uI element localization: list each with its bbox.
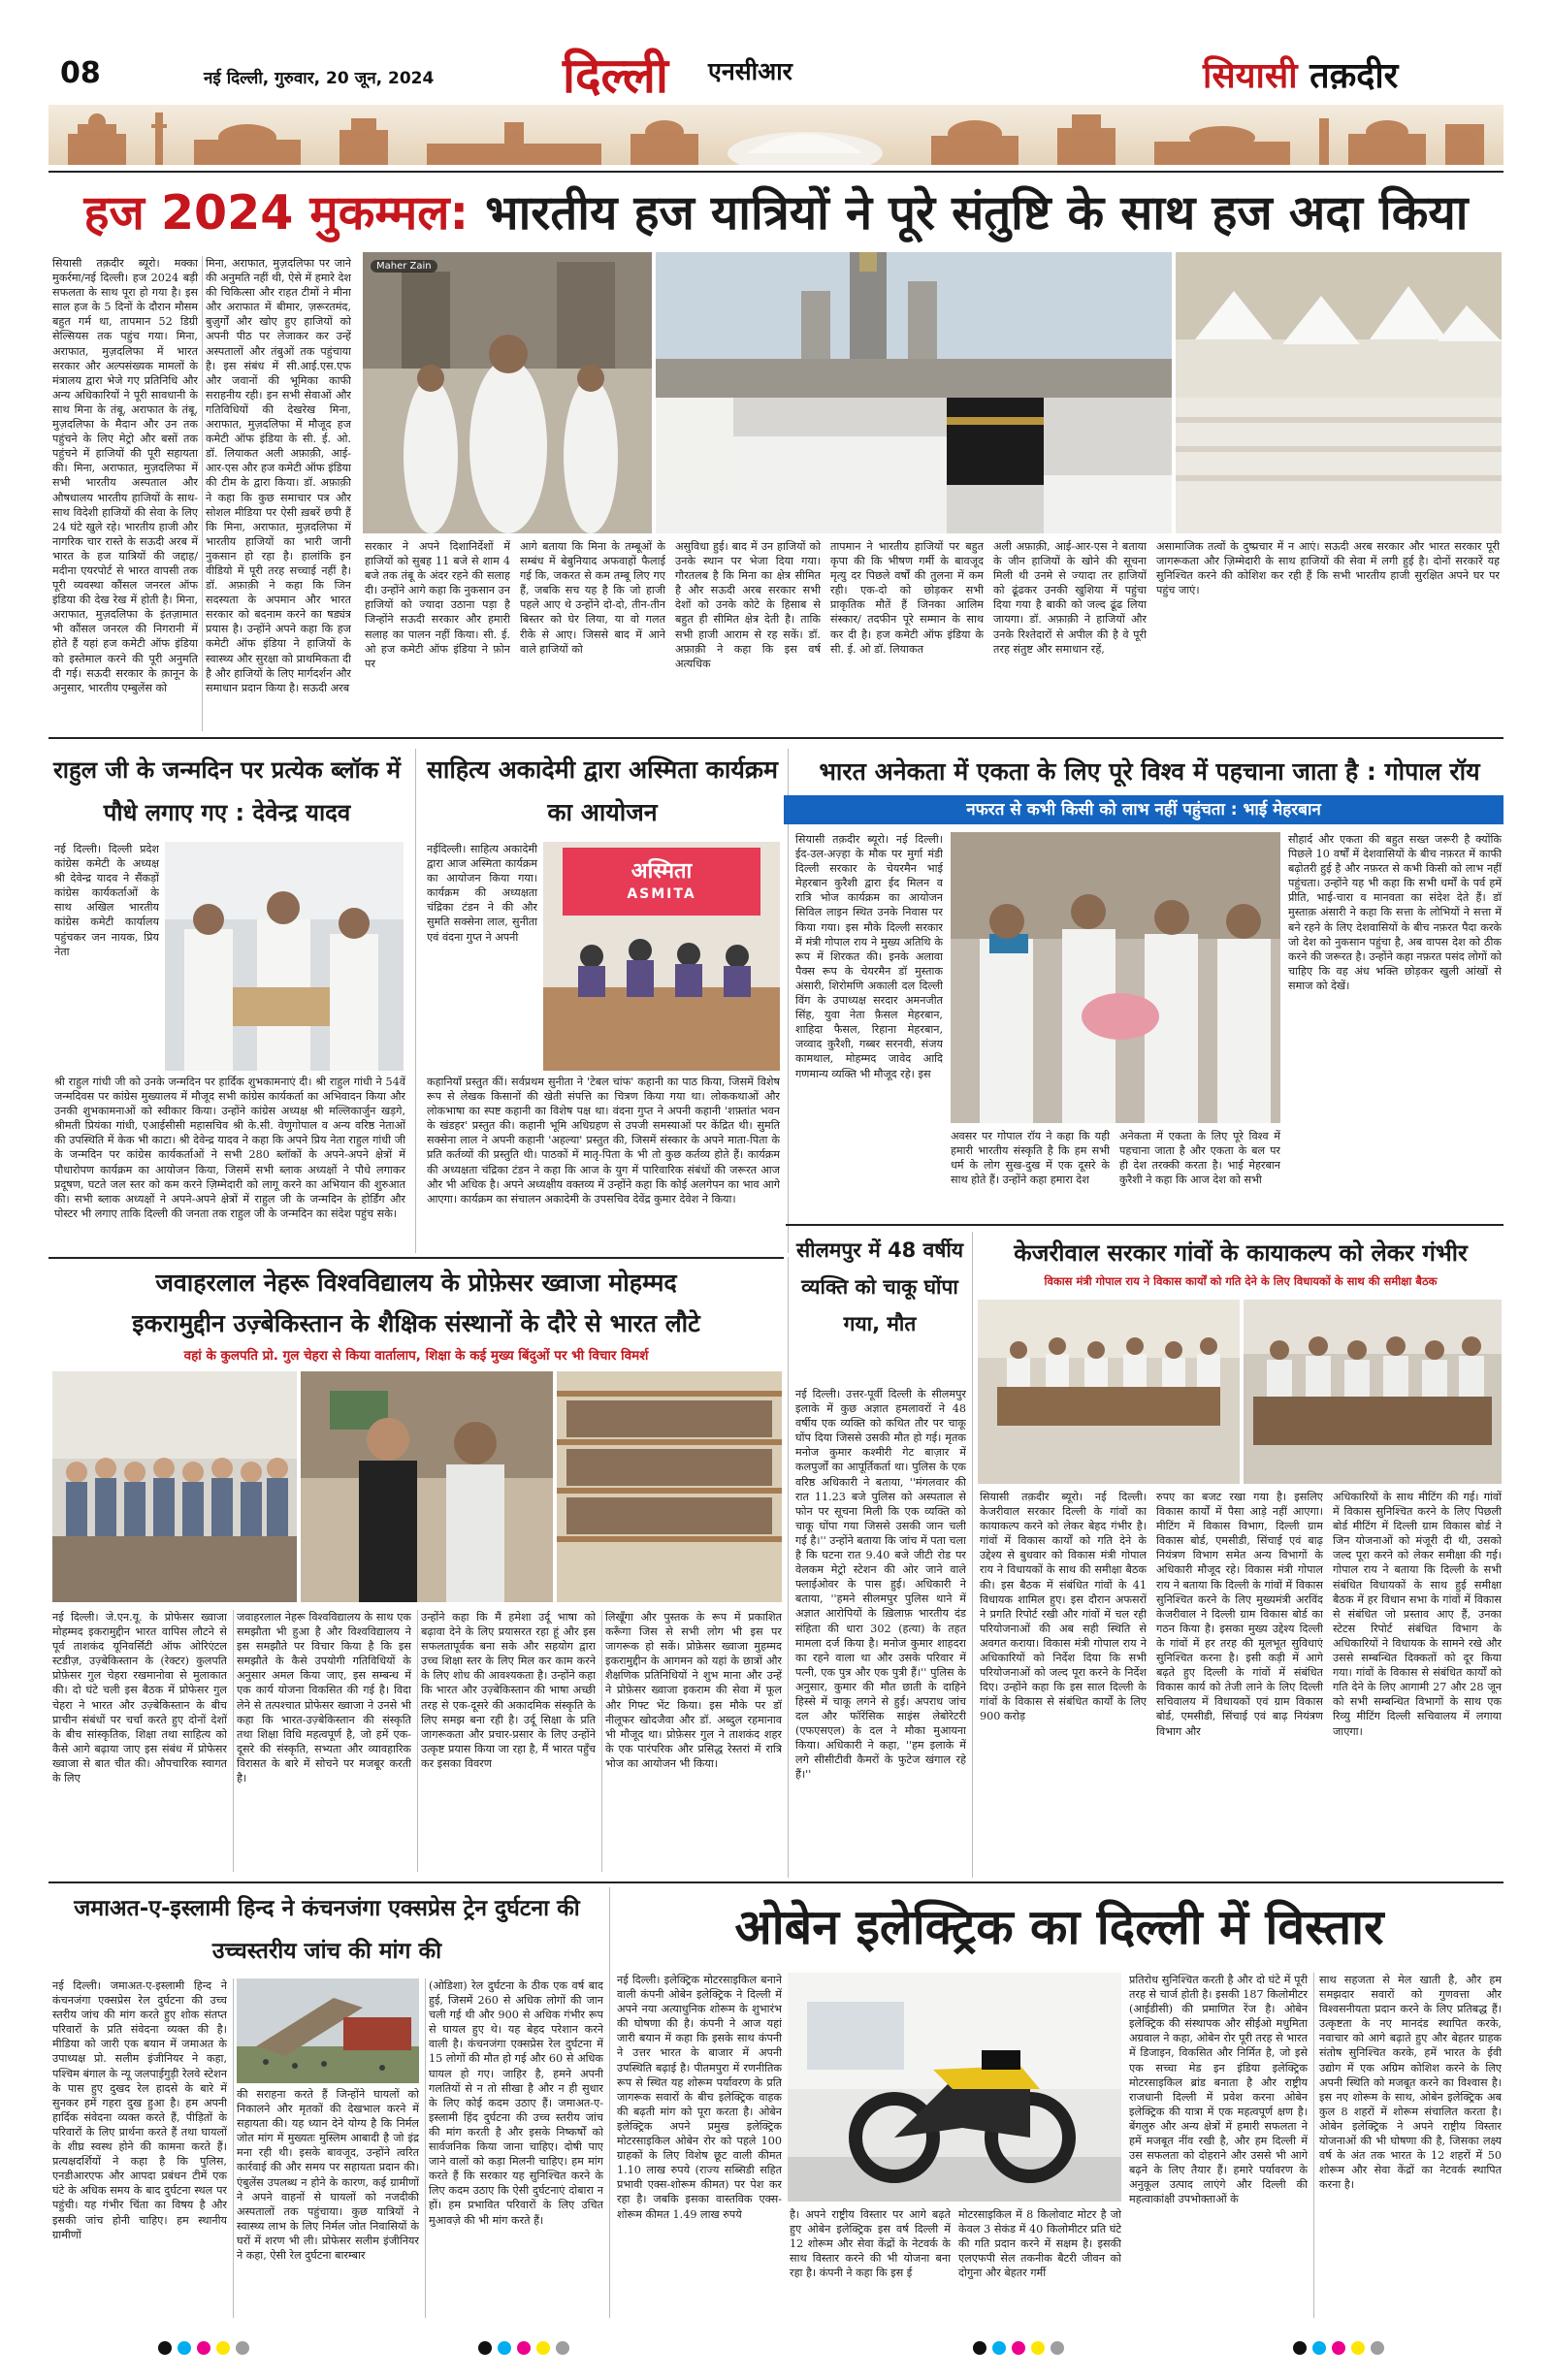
brand-suffix: एनसीआर [708, 57, 792, 85]
kejriwal-photo-meeting-1 [978, 1300, 1240, 1484]
sahitya-headline: साहित्य अकादेमी द्वारा अस्मिता कार्यक्रम का आयोजन [426, 756, 779, 826]
jnu-headline-line-2: इकरामुद्दीन उज़्बेकिस्तान के शैक्षिक संस्थानों के दौरे से भारत लौटे [132, 1309, 700, 1337]
oben-col-1: नई दिल्ली। इलेक्ट्रिक मोटरसाइकिल बनाने वाली कंपनी ओबेन इलेक्ट्रिक ने दिल्ली में अपने नया अत्याधुनिक शोरूम के शुभारंभ की घोषणा की है। कंपनी ने आज यहां जारी बयान में कहा कि इसके साथ कंपनी ने उत्तर भारत के बाजार में अपनी उपस्थिति बढ़ाई है। पीतमपुरा में रणनीतिक रूप से स्थित यह शोरूम पर्यावरण के प्रति जागरूक सवारों के बीच इलेक्ट्रिक वाहक की बढ़ती मांग को पूरा करता है। ओबेन इलेक्ट्रिक अपने प्रमुख इलेक्ट्रिक मोटरसाइकिल ओबेन रोर को पहले 100 ग्राहकों के लिए विशेष छूट वाली कीमत 1.10 लाख रुपये (राज्य सब्सिडी सहित प्रभावी एक्स-शोरूम कीमत) पर पेश कर रहा है। जबकि इसका वास्तविक एक्स-शोरूम कीमत 1.49 लाख रुपये [617, 1974, 782, 2221]
jnu-col-2: जवाहरलाल नेहरू विश्वविद्यालय के साथ एक समझौता भी हुआ है और विश्वविद्यालय ने इस समझौते पर विचार किया है कि इस समझौते के कैसे उपयोगी गतिविधियों के अनुसार अमल किया जाए, इस सम्बन्ध में एक कार्य योजना विकसित की गई है। विदा लेने से तत्पश्चात प्रोफेसर ख्वाजा ने उनसे भी कहा कि भारत-उज़्बेकिस्तान की संस्कृति तथा शिक्षा विधि महत्वपूर्ण है, जो हमें एक-दूसरे की संस्कृति, सभ्यता और व्यावहारिक विरासत के बारे में सोचने पर मजबूर करती है। [237, 1611, 411, 1785]
jamaat-col-3: (ओडिशा) रेल दुर्घटना के ठीक एक वर्ष बाद हुई, जिसमें 260 से अधिक लोगों की जान चली गई थी और 900 से अधिक गंभीर रूप से घायल हुए थे। यह बेहद परेशान करने वाली है। कंचनजंगा एक्सप्रेस रेल दुर्घटना में 15 लोगों की मौत हो गई और 60 से अधिक घायल हो गए। जाहिर है, हमने अपनी गलतियों से न तो सीखा है और न ही सुधार के लिए कोई कदम उठाए हैं। जमाअत-ए-इस्लामी हिंद दुर्घटना की उच्च स्तरीय जांच की मांग करती है और इसके निष्कर्षों को सार्वजनिक किया जाना चाहिए। दोषी पाए जाने वालों को कड़ा मिलनी चाहिए। हम मांग करते हैं कि सरकार यह सुनिश्चित करने के लिए कदम उठाए कि ऐसी दुर्घटनाएं दोबारा न हों। हम प्रभावित परिवारों के लिए उचित मुआवज़े की भी मांग करते हैं। [429, 1979, 603, 2227]
brand-name: दिल्ली [563, 48, 668, 104]
hajj-headline-black: भारतीय हज यात्रियों ने पूरे संतुष्टि के साथ हज अदा किया [485, 185, 1469, 241]
jamaat-train-photo [237, 1978, 419, 2083]
asmita-banner-hindi: अस्मिता [630, 859, 693, 884]
jnu-subhead: वहां के कुलपति प्रो. गुल चेहरा से किया वार्तालाप, शिक्षा के कई मुख्य बिंदुओं पर भी विचार विमर्श [183, 1348, 649, 1364]
sahitya-body-bottom: कहानियाँ प्रस्तुत कीं। सर्वप्रथम सुनीता ने 'टेबल चांफ' कहानी का पाठ किया, जिसमें विशेष रूप से लेखक किसानों की खेती संपत्ति का चित्रण किया गया था। लोककथाओं और लोकभाषा का स्पष्ट कहानी का विशेष पक्ष था। वंदना गुप्त ने अपनी कहानी 'शफ़्तांत भवन के खंडहर' प्रस्तुत की। कहानी भूमि अधिग्रहण से उपजी समस्याओं पर केंद्रित थी। सुमति सक्सेना लाल ने अपनी कहानी 'अहल्या' प्रस्तुत की, जिसमें संस्कार के अपने माता-पिता के प्रति कर्तव्यों की प्रस्तुति थी। पाठकों में मातृ-पिता के भी तो कुछ कर्तव्य होते हैं। कार्यक्रम की अध्यक्षता चंद्रिका टंडन ने कहा कि आज के युग में पारिवारिक संबंधों की जरूरत आज और भी अधिक है। अपने अध्यक्षीय वक्तव्य में उन्होंने कहा कि कोई अलगेपन का भाव आगे आएगा। कार्यक्रम का संचालन अकादेमी के उपसचिव देवेंद्र कुमार देवेश ने किया। [427, 1076, 780, 1206]
kejriwal-col-1: सियासी तक़दीर ब्यूरो। नई दिल्ली। केजरीवाल सरकार दिल्ली के गांवों का कायाकल्प करने को लेकर बेहद गंभीर है। गांवों में विकास कार्यों को गति देने के उद्देश्य से बुधवार को विकास मंत्री गोपाल राय ने विधायकों के साथ की समीक्षा बैठक की। इस बैठक में संबंधित गांवों के 41 विधायक शामिल हुए। इस दौरान अफसरों ने प्रगति रिपोर्ट रखी और गांवों में चल रही परियोजनाओं की अब सही स्थिति से अवगत कराया। विकास मंत्री गोपाल राय ने अधिकारियों को निर्देश दिया कि सभी परियोजनाओं को जल्द पूरा करने के निर्देश दिए। उन्होंने कहा कि इस साल दिल्ली के गांवों के विकास से संबंधित कार्यों के लिए 900 करोड़ [980, 1491, 1147, 1723]
rahul-body-top: नई दिल्ली। दिल्ली प्रदेश कांग्रेस कमेटी के अध्यक्ष श्री देवेन्द्र यादव ने सैंकड़ों कांग्रेस कार्यकर्ताओं के साथ अखिल भारतीय कांग्रेस कमेटी कार्यालय पहुंचकर जन नायक, प्रिय नेता [54, 843, 159, 958]
asmita-banner-english: ASMITA [627, 886, 696, 902]
kejriwal-photo-meeting-2 [1244, 1300, 1502, 1484]
dateline: नई दिल्ली, गुरुवार, 20 जून, 2024 [204, 69, 435, 88]
jnu-headline-line-1: जवाहरलाल नेहरू विश्वविद्यालय के प्रोफ़ेसर ख्वाजा मोहम्मद [155, 1269, 677, 1297]
hajj-col-8: असामाजिक तत्वों के दुष्प्रचार में न आएं। सऊदी अरब सरकार और भारत सरकार पूरी जागरूकता और ज़िम्मेदारी के साथ हाजियों की सेवा में लगी हुई है। दोनों सरकारें यह सुनिश्चित करने की कोशिश कर रही हैं कि सभी भारतीय हाजी सुरक्षित अपने घर पर पहुंच जाएं। [1156, 540, 1500, 597]
hajj-col-5: असुविधा हुई। बाद में उन हाजियों को उनके स्थान पर भेजा दिया गया। गौरतलब है कि मिना का क्षेत्र सीमित है और सऊदी अरब सरकार सभी देशों को उनके कोटे के हिसाब से बहुत ही सीमित क्षेत्र देती है। ताकि सभी हाजी आराम से रह सकें। डॉ. अफ़ाक़ी ने कहा कि इस वर्ष अत्यधिक [675, 540, 821, 670]
sahitya-body-top: नईदिल्ली। साहित्य अकादेमी द्वारा आज अस्मिता कार्यक्रम का आयोजन किया गया। कार्यक्रम की अध्यक्षता चंद्रिका टंडन ने की और सुमति सक्सेना लाल, सुनीता एवं वंदना गुप्त ने अपनी [427, 843, 537, 944]
hajj-headline [50, 178, 1502, 248]
kejriwal-col-3: अधिकारियों के साथ मीटिंग की गई। गांवों में विकास सुनिश्चित करने के लिए पिछली बोर्ड मीटिंग में दिल्ली ग्राम विकास बोर्ड ने जिन योजनाओं को मंजूरी दी थी, उसको जल्द पूरा करने को लेकर समीक्षा की गई। गोपाल राय ने बताया कि दिल्ली के सभी संबंधित विधायकों के साथ हुई समीक्षा बैठक में हर विधान सभा के गांवों में विकास से संबंधित जो प्रस्ताव आए हैं, उनका स्टेटस रिपोर्ट संबंधित विभाग के अधिकारियों ने विधायक के सामने रखे और उससे सम्बन्धित दिक्कतों को दूर किया गया। गांवों के विकास से संबंधित कार्यों को गति देने के लिए आगामी 27 और 28 जून को सभी सम्बन्धित विभागों के साथ एक रिव्यु मीटिंग दिल्ली सचिवालय में लगाया जाएगा। [1333, 1491, 1502, 1738]
jnu-photo-group [52, 1371, 297, 1602]
section-title [1203, 50, 1398, 98]
rahul-body-bottom: श्री राहुल गांधी जी को उनके जन्मदिन पर हार्दिक शुभकामनाएं दी। श्री राहुल गांधी ने 54वें जन्मदिवस पर कांग्रेस मुख्यालय में मौजूद सभी कांग्रेस कार्यकर्ता का अभिवादन किया और उनकी शुभकामनाओं को स्वीकार किया। उन्होंने कांग्रेस अध्यक्ष श्री मल्लिकार्जुन खड़गे, श्रीमती प्रियंका गांधी, एआईसीसी महासचिव श्री के.सी. वेणुगोपाल व अन्य वरिष्ठ नेताओं की उपस्थिति में केक भी काटा। श्री देवेन्द्र यादव ने कहा कि अपने प्रिय नेता राहुल गांधी जी के जन्मदिन पर कांग्रेस कार्यकर्ताओं ने सभी 280 ब्लॉकों के अपने-अपने क्षेत्रों में पौधारोपण कार्यक्रम का आयोजन किया, जिसमें सभी ब्लाक अध्यक्षों ने पौधे लगाकर प्रदूषण, घटते जल स्तर को कम करने ज़िम्मेदारी को लागू करने का अभियान की शुरुआत की। सभी ब्लाक अध्यक्षों ने अपने-अपने क्षेत्रों में राहुल जी के जन्मदिन के होर्डिंग और पोस्टर भी लगाए ताकि दिल्ली की जनता तक राहुल जी के जन्मदिन का संदेश पहुंच सके। [54, 1076, 405, 1220]
hajj-col-3: सरकार ने अपने दिशानिर्देशों में हाजियों को सुबह 11 बजे से शाम 4 बजे तक तंबू के अंदर रहने की सलाह दी। उन्होंने आगे कहा कि नुकसान उन हाजियों को ज्यादा उठाना पड़ा है जिन्होंने सऊदी सरकार और हमारी सलाह का पालन नहीं किया। सी. ई. ओ हज कमेटी ऑफ इंडिया ने फ़ोन पर [365, 540, 510, 670]
oben-bike-photo [788, 1973, 1121, 2202]
oben-col-4: प्रतिरोध सुनिश्चित करती है और दो घंटे में पूरी तरह से चार्ज होती है। इसकी 187 किलोमीटर (आईडीसी) की प्रमाणित रेंज है। ओबेन इलेक्ट्रिक की संस्थापक और सीईओ मधुमिता अग्रवाल ने कहा, ओबेन रोर पूरी तरह से भारत में डिजाइन, विकसित और निर्मित है, जो इसे एक सच्चा मेड इन इंडिया इलेक्ट्रिक मोटरसाइकिल ब्रांड बनाता है और राष्ट्रीय राजधानी दिल्ली में प्रवेश करना ओबेन इलेक्ट्रिक की यात्रा में एक महत्वपूर्ण क्षण है। बेंगलुरु और अन्य क्षेत्रों में हमारी सफलता ने हमें मजबूत नींव रखी है, और हम दिल्ली में उस सफलता को दोहराने और उससे भी आगे बढ़ने के लिए तैयार हैं। हमारे पर्यावरण के अनुकूल उत्पाद लाएंगे और दिल्ली की महत्वाकांक्षी उपभोक्ताओं के [1129, 1974, 1308, 2206]
rule [48, 171, 1504, 173]
jamaat-headline: जमाअत-ए-इस्लामी हिन्द ने कंचनजंगा एक्सप्रेस ट्रेन दुर्घटना की उच्चस्तरीय जांच की मांग की [74, 1896, 580, 1964]
jnu-col-3: उन्होंने कहा कि मैं हमेशा उर्दू भाषा को बढ़ावा देने के लिए प्रयासरत रहा हूं और इस सफलतापूर्वक बना सके और सहयोग द्वारा उच्च शिक्षा स्तर के लिए मिल कर काम करने के लिए शोध की आवश्यकता है। उन्होंने कहा कि भारत और उज़्बेकिस्तान की भाषा अच्छी तरह से एक-दूसरे की अकादमिक संस्कृति के लिए समझ बना रही है। उर्दू सिक्षा के प्रति जागरूकता और प्रचार-प्रसार के लिए उन्होंने उत्कृष्ट प्रयास किया जा रहा है, मैं भारत पहुँच कर इसका विवरण [421, 1611, 596, 1770]
sahitya-photo [543, 842, 780, 1071]
oben-headline: ओबेन इलेक्ट्रिक का दिल्ली में विस्तार [734, 1899, 1384, 1955]
monuments-banner [48, 105, 1504, 165]
gopal-subhead: नफरत से कभी किसी को लाभ नहीं पहुंचता : भाई मेहरबान [784, 795, 1504, 824]
print-registration-marks [48, 2332, 1504, 2364]
jamaat-col-1: नई दिल्ली। जमाअत-ए-इस्लामी हिन्द ने कंचनजंगा एक्सप्रेस रेल दुर्घटना की उच्च स्तरीय जांच की मांग करते हुए शोक संतप्त परिवारों के प्रति संवेदना व्यक्त की है। मीडिया को जारी एक बयान में जमाअत के उपाध्यक्ष प्रो. सलीम इंजीनियर ने कहा, पश्चिम बंगाल के न्यू जलपाईगुड़ी रेलवे स्टेशन के पास हुए दुखद रेल हादसे के बारे में सुनकर हमें गहरा दुख हुआ है। हम अपनी हार्दिक संवेदना व्यक्त करते हैं, पीड़ितों के परिवारों के लिए प्रार्थना करते हैं तथा घायलों के शीघ्र स्वस्थ होने की कामना करते हैं। प्रत्यक्षदर्शियों ने कहा है कि पुलिस, एनडीआरएफ और आपदा प्रबंधन टीमें एक घंटे के अधिक समय के बाद दुर्घटना स्थल पर पहुंची। यह गंभीर चिंता का विषय है और इसकी जांच होनी चाहिए। हम स्थानीय ग्रामीणों [52, 1979, 227, 2241]
hajj-col-2: मिना, अराफात, मुज़दलिफा पर जाने की अनुमति नहीं थी, ऐसे में हमारे देश की चिकित्सा और राहत टीमों ने मीना और अराफात में बीमार, ज़रूरतमंद, बुज़ुर्गों और खोए हुए हाजियों को अपनी पीठ पर लेजाकर कर उन्हें अस्पतालों और तंबुओं तक पहुंचाया है। इस संबंध में सी.आई.एस.एफ और जवानों की भूमिका काफी सराहनीय रही। इन सभी सेवाओं और गतिविधियों की देखरेख मिना, अराफात, मुज़दलिफा में मौजूद हज कमेटी ऑफ इंडिया के सी. ई. ओ. डॉ. लियाकत अली अफ़ाक़ी, आई-आर-एस और हज कमेटी ऑफ इंडिया की टीम के द्वारा किया। डॉ. अफ़ाक़ी ने कहा कि कुछ समाचार पत्र और सोशल मीडिया पर ऐसी ख़बरें छपी हैं कि मिना, अराफात, मुज़दलिफा में भारतीय हाजियों का भारी जानी नुकसान हो रहा है। हालांकि इन वीडियो में पूरी तरह सच्चाई नहीं है। डॉ. अफ़ाक़ी ने कहा कि जिन सदस्यता के अपमान और भारत सरकार को बदनाम करने का षड्यंत्र प्रयास है। उन्होंने अपने कहा कि हज कमेटी ऑफ इंडिया ने हाजियों के स्वास्थ्य और सुरक्षा को प्राथमिकता दी है और हाजियों के लिए मार्गदर्शन और समाधान प्रदान किया है। सऊदी अरब [206, 257, 351, 694]
hajj-photo-pilgrim [363, 252, 652, 533]
section-title-black: तक़दीर [1310, 56, 1399, 96]
hajj-photo-kaaba [656, 252, 1172, 533]
gopal-col-4: सौहार्द और एकता की बहुत सख्त जरूरी है क्योंकि पिछले 10 वर्षों में देशवासियों के बीच नफ़रत में काफी बढ़ोतरी हुई है और नफ़रत से कभी किसी को लाभ नहीं पहुंचता। उन्होंने यह भी कहा कि सभी धर्मों के पर्व हमें प्रीति, भाई-चारा व मानवता का संदेश देते हैं। डॉ मुस्ताक़ अंसारी ने कहा कि सत्ता के लोभियों ने सत्ता में बने रहने के लिए देशवासियों के बीच नफ़रत पैदा करके जो देश को नुकसान पहुंचा है, अब वापस देश को ठीक करने की जरूरत है। उन्होंने कहा नफ़रत पसंद लोगों को चाहिए कि वह अंध भक्ति छोड़कर खुली आंखों से समाज को देखें। [1288, 833, 1502, 992]
hajj-col-4: आगे बताया कि मिना के तम्बूओं के सम्बंध में बेबुनियाद अफवाहों फैलाई गई कि, जकरत से कम तम्बू लिए गए हैं, जबकि सच यह है कि जो हाजी पहले आए थे उन्होंने दो-दो, तीन-तीन बिस्तर को घेर लिया, या वो गलत रीके से आए। जिससे बाद में आने वाले हाजियों को [520, 540, 665, 656]
gopal-col-3: अनेकता में एकता के लिए पूरे विश्व में पहचाना जाता है और एकता के बल पर ही देश तरक्की करता है। भाई मेहरबान कुरैशी ने कहा कि आज देश को सभी [1119, 1130, 1280, 1187]
kejriwal-headline: केजरीवाल सरकार गांवों के कायाकल्प को लेकर गंभीर [1014, 1239, 1468, 1267]
jnu-photo-meeting [301, 1371, 553, 1602]
hajj-photo-crowd [1176, 252, 1502, 533]
jamaat-col-2: की सराहना करते हैं जिन्होंने घायलों को निकालने और मृतकों की देखभाल करने में सहायता की। यह ध्यान देने योग्य है कि निर्मल जोत मांग में मुख्यतः मुस्लिम आबादी है जो इंद्र मना रही थी। इसके बावजूद, उन्होंने त्वरित कार्रवाई की और समय पर सहायता प्रदान की। एंबुलेंस उपलब्ध न होने के कारण, कई ग्रामीणों ने अपने वाहनों से घायलों को नजदीकी अस्पतालों तक पहुंचाया। कुछ यात्रियों ने स्वास्थ्य लाभ के लिए निर्मल जोत निवासियों के घरों में शरण भी ली। प्रोफेसर सलीम इंजीनियर ने कहा, ऐसी रेल दुर्घटना बारम्बार [237, 2088, 419, 2263]
hajj-headline-red: हज 2024 मुकम्मल: [83, 185, 469, 241]
gopal-headline: भारत अनेकता में एकता के लिए पूरे विश्व में पहचाना जाता है : गोपाल रॉय [819, 757, 1480, 786]
photo-credit: Maher Zain [371, 260, 437, 273]
seelampur-headline: सीलमपुर में 48 वर्षीय व्यक्ति को चाकू घोंपा गया, मौत [795, 1238, 964, 1335]
hajj-col-6: तापमान ने भारतीय हाजियों पर बहुत कृपा की कि भीषण गर्मी के बावजूद मृत्यु दर पिछले वर्षों की तुलना में कम रही। एक-दो को छोड़कर सभी प्राकृतिक मौतें हैं जिनका आलिम संस्कार/ तदफीन पूरे सम्मान के साथ कर दी है। हज कमेटी ऑफ इंडिया के सी. ई. ओ डॉ. लियाकत [830, 540, 984, 656]
gopal-photo [951, 832, 1280, 1123]
hajj-col-7: अली अफ़ाक़ी, आई-आर-एस ने बताया के जीन हाजियों के खोने की सूचना मिली थी उनमे से ज्यादा तर हाजियों को ढूंढकर उनकी खुशिया में पहुंचा दिया गया है बाकी को जल्द ढूंढ लिया जायगा। डॉ. अफ़ाक़ी ने हाजियों और उनके रिश्तेदारों से अपील की है वे पूरी तरह संतुष्ट और समाधान रहें, [993, 540, 1147, 656]
rahul-headline: राहुल जी के जन्मदिन पर प्रत्येक ब्लॉक में पौधे लगाए गए : देवेन्द्र यादव [52, 756, 402, 826]
jnu-col-4: लिखूँगा और पुस्तक के रूप में प्रकाशित करूँगा जिस से सभी लोग भी इस पर जागरूक हो सकें। प्रोफ़ेसर ख्वाजा मुहम्मद इकरामुद्दीन के आगमन को यहां के छात्रों और शैक्षणिक प्रतिनिधियों ने शुभ माना और उन्हें ने प्रोफ़ेसर ख्वाजा इकराम की सेवा में फूल और गिफ्ट भेंट किया। इस मौके पर डॉ नीलूफर खोदजैवा और डॉ. अब्दुल रहमानाव भी मौजूद था। प्रोफ़ेसर गुल ने ताशकंद शहर के एक पारंपरिक और प्रसिद्ध रेस्तरां में रात्रि भोज का आयोजन भी किया। [605, 1611, 782, 1770]
hajj-col-1: सियासी तक़दीर ब्यूरो। मक्का मुकर्रमा/नई दिल्ली। हज 2024 बड़ी सफलता के साथ पूरा हो गया है। इस साल हज के 5 दिनों के दौरान मौसम बहुत गर्म था, तापमान 52 डिग्री सेल्सियस तक पहुंच गया। मिना, अराफात, मुज़दलिफा में भारत सरकार और अल्पसंख्यक मामलों के मंत्रालय द्वारा भेजे गए प्रतिनिधि और अन्य अधिकारियों ने पूरी सावधानी के साथ मिना के तंबू, अराफात के तंबू, मुज़दलिफा के मैदान और उन तक पहुंचने के लिए मेट्रो और बसों तक पहुंचने में हाजियों की पूरी सहायता की। मिना, अराफात, मुज़दलिफा में सभी भारतीय अस्पताल और औषधालय भारतीय हाजियों के साथ-साथ विदेशी हाजियों की सेवा के लिए 24 घंटे खुले रहे। भारतीय हाजी और नागरिक चार रास्ते के सऊदी अरब में भारत के हज यात्रियों की जद्दाह/मदीना एयरपोर्ट से भारत वापसी तक पूरी व्यवस्था कौंसल जनरल ऑफ इंडिया की देख रेख में होती है। मिना, अराफात, मुज़दलिफा के इंतज़ामात भी कौंसल जनरल की निगरानी में होते हैं यहां हज कमेटी ऑफ इंडिया को इस्तेमाल करने की पूरी अनुमति दी गई। सऊदी सरकार के क़ानून के अनुसार, भारतीय एम्बुलेंस को [52, 257, 198, 694]
oben-col-5: साथ सहजता से मेल खाती है, और हम समझदार सवारों को गुणवत्ता और विश्वसनीयता प्रदान करने के लिए प्रतिबद्ध हैं। उत्कृष्टता के नए मानदंड स्थापित करके, नवाचार को आगे बढ़ाते हुए और बेहतर ग्राहक संतोष सुनिश्चित करके, हमें भारत के ईवी उद्योग में एक अग्रिम कोशिश करने के लिए अपनी स्थिति को मजबूत करने का विश्वास है। इस नए शोरूम के साथ, ओबेन इलेक्ट्रिक अब कुल 8 शहरों में शोरूम संचालित करता है। ओबेन इलेक्ट्रिक ने अपने राष्ट्रीय विस्तार योजनाओं की भी घोषणा की है, जिसका लक्ष्य वर्ष के अंत तक भारत के 12 शहरों में 50 शोरूम और सेवा केंद्रों का नेटवर्क स्थापित करना है। [1319, 1974, 1502, 2192]
page-number: 08 [60, 56, 101, 90]
oben-col-3: मोटरसाइकिल में 8 किलोवाट मोटर है जो केवल 3 सेकंड में 40 किलोमीटर प्रति घंटे की गति प्रदान करने में सक्षम है। इसकी एलएफपी सेल तकनीक बैटरी जीवन को दोगुना और बेहतर गर्मी [958, 2208, 1121, 2280]
rahul-photo [165, 842, 404, 1071]
jnu-col-1: नई दिल्ली। जे.एन.यू. के प्रोफेसर ख्वाजा मोहम्मद इकरामुद्दीन भारत वापिस लौटने से पूर्व ताशकंद यूनिवर्सिटी ऑफ ओरिएंटल स्टडीज़, उज़्बेकिस्तान के (रेक्टर) कुलपति प्रोफ़ेसर गुल चेहरा रखमानोवा से मुलाकात की। दो घंटे चली इस बैठक में प्रोफेसर गुल चेहरा ने भारत और उज़्बेकिस्तान के बीच प्राचीन संबंधों पर चर्चा करते हुए दोनों देशों के बीच सांस्कृतिक, शिक्षा तथा साहित्य को कैसे आगे बढ़ाया जाए इस संबंध में प्रोफेसर ख्वाजा से बात चीत की। औपचारिक स्वागत के लिए [52, 1611, 227, 1785]
gopal-col-2: अवसर पर गोपाल रॉय ने कहा कि यही हमारी भारतीय संस्कृति है कि हम सभी धर्म के लोग सुख-दुख में एक दूसरे के साथ होते हैं। उन्होंने कहा हमारा देश [951, 1130, 1110, 1187]
jnu-photo-library [557, 1371, 782, 1602]
kejriwal-subhead: विकास मंत्री गोपाल राय ने विकास कार्यों को गति देने के लिए विधायकों के साथ की समीक्षा बैठक [1044, 1274, 1438, 1288]
seelampur-body: नई दिल्ली। उत्तर-पूर्वी दिल्ली के सीलमपुर इलाके में कुछ अज्ञात हमलावरों ने 48 वर्षीय एक व्यक्ति को कथित तौर पर चाकू घोंप दिया जिससे उसकी मौत हो गई। मृतक मनोज कुमार कश्मीरी गेट बाज़ार में कलपुर्जों का आपूर्तिकर्ता था। पुलिस के एक वरिष्ठ अधिकारी ने बताया, ''मंगलवार की रात 11.23 बजे पुलिस को अस्पताल से फोन पर सूचना मिली कि एक व्यक्ति को चाकू घोंपा गया जिससे उसकी जान चली गई है।'' उन्होंने बताया कि जांच में पता चला है कि घटना रात 9.40 बजे जीटी रोड पर वेलकम मेट्रो स्टेशन की ओर जाने वाले फ्लाईओवर के पास हुई। अधिकारी ने बताया, ''हमने सीलमपुर पुलिस थाने में अज्ञात आरोपियों के ख़िलाफ़ भारतीय दंड संहिता की धारा 302 (हत्या) के तहत मामला दर्ज किया है। मनोज कुमार शाहदरा का रहने वाला था और उसके परिवार में पत्नी, एक पुत्र और एक पुत्री हैं।'' पुलिस के अनुसार, कुमार की मौत छाती के दाहिने हिस्से में चाकू लगने से हुई। अपराध जांच दल और फॉरेंसिक साइंस लेबोरेटरी (एफएसएल) के दल ने मौका मुआयना किया। अधिकारी ने कहा, ''हम इलाके में लगे सीसीटीवी कैमरों के फुटेज खंगाल रहे हैं।'' [795, 1388, 966, 1782]
section-title-red: सियासी [1203, 56, 1298, 96]
oben-col-2: है। अपने राष्ट्रीय विस्तार पर आगे बढ़ते हुए ओबेन इलेक्ट्रिक इस वर्ष दिल्ली में 12 शोरूम और सेवा केंद्रों के नेटवर्क के साथ विस्तार करने की भी योजना बना रहा है। कंपनी ने कहा कि इस ई [790, 2208, 951, 2280]
gopal-col-1: सियासी तक़दीर ब्यूरो। नई दिल्ली। ईद-उल-अज़्हा के मौक पर मुर्गा मंडी दिल्ली सरकार के चेयरमैन भाई मेहरबान कुरैशी द्वारा ईद मिलन व रात्रि भोज कार्यक्रम का आयोजन सिविल लाइन स्थित उनके निवास पर किया गया। इस मौके दिल्ली सरकार में मंत्री गोपाल राय ने मुख्य अतिथि के रूप में शिरकत की। इनके अलावा पैक्स रूप के चेयरमैन डॉ मुस्ताक अंसारी, शिरोमणि अकाली दल दिल्ली विंग के उपाध्यक्ष सरदार अमनजीत सिंह, युवा नेता फ़ैसल मेहरबान, शाहिदा फैसल, रिहाना मेहरबान, जव्वाद कुरैशी, गब्बर सरनवी, संजय कामथाल, मोहम्मद जावेद आदि गणमान्य व्यक्ति भी मौजूद रहे। इस [795, 833, 943, 1080]
kejriwal-col-2: रुपए का बजट रखा गया है। इसलिए विकास कार्यों में पैसा आड़े नहीं आएगा। मीटिंग में विकास विभाग, दिल्ली ग्राम विकास बोर्ड, एमसीडी, सिंचाई एवं बाढ़ नियंत्रण विभाग समेत अन्य विभागों के अधिकारी मौजूद रहे। विकास मंत्री गोपाल राय ने बताया कि दिल्ली के गांवों में विकास सुनिश्चित करने के लिए मुख्यमंत्री अरविंद केजरीवाल ने दिल्ली ग्राम विकास बोर्ड का गठन किया है। इसका मुख्य उद्देश्य दिल्ली के गांवों में हर तरह की मूलभूत सुविधाएं सुनिश्चित करना है। इसी कड़ी में आगे बढ़ते हुए दिल्ली के गांवों में संबंधित विकास कार्य को तेजी लाने के लिए दिल्ली सचिवालय में विधायकों एवं ग्राम विकास बोर्ड, एमसीडी, सिंचाई एवं बाढ़ नियंत्रण विभाग और [1156, 1491, 1323, 1738]
